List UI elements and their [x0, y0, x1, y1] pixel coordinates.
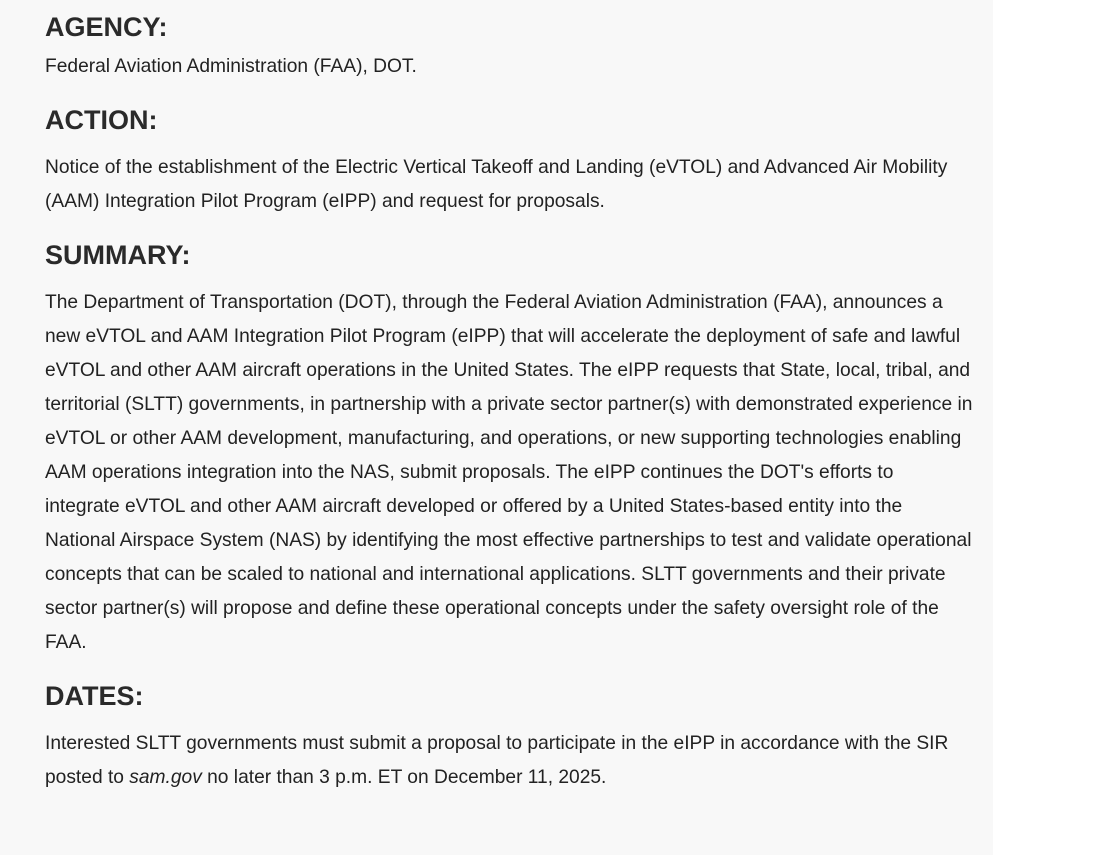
- action-heading: ACTION:: [45, 105, 158, 135]
- action-section: [45, 103, 973, 219]
- dates-text-before: Interested SLTT governments must submit a proposal to participate in the eIPP in accordance with the SIR posted to: [45, 733, 949, 788]
- agency-section: [45, 10, 973, 84]
- dates-text-after: no later than 3 p.m. ET on December 11, 2025.: [201, 767, 607, 788]
- dates-text-emphasis: sam.gov: [129, 767, 202, 788]
- agency-heading: AGENCY:: [45, 12, 168, 42]
- summary-heading: SUMMARY:: [45, 240, 191, 270]
- summary-text: The Department of Transportation (DOT), through the Federal Aviation Administration (FAA), announces a new eVTOL and AAM Integration Pilot Program (eIPP) that will accelerate the deployment of safe and lawful eVTOL and other AAM aircraft operations in the United States. The eIPP requests that State, local, tribal, and territorial (SLTT) governments, in partnership with a private sector partner(s) with demonstrated experience in eVTOL or other AAM development, manufacturing, and operations, or new supporting technologies enabling AAM operations integration into the NAS, submit proposals. The eIPP continues the DOT's efforts to integrate eVTOL and other AAM aircraft developed or offered by a United States-based entity into the National Airspace System (NAS) by identifying the most effective partnerships to test and validate operational concepts that can be scaled to national and international applications. SLTT governments and their private sector partner(s) will propose and define these operational concepts under the safety oversight role of the FAA.: [45, 292, 973, 653]
- document-content: [45, 0, 973, 795]
- agency-text: Federal Aviation Administration (FAA), DOT.: [45, 56, 417, 77]
- summary-section: [45, 238, 973, 660]
- dates-heading: DATES:: [45, 681, 144, 711]
- dates-text: [45, 727, 973, 795]
- action-text: Notice of the establishment of the Electric Vertical Takeoff and Landing (eVTOL) and Advanced Air Mobility (AAM) Integration Pilot Program (eIPP) and request for proposals.: [45, 157, 948, 212]
- dates-section: [45, 679, 973, 795]
